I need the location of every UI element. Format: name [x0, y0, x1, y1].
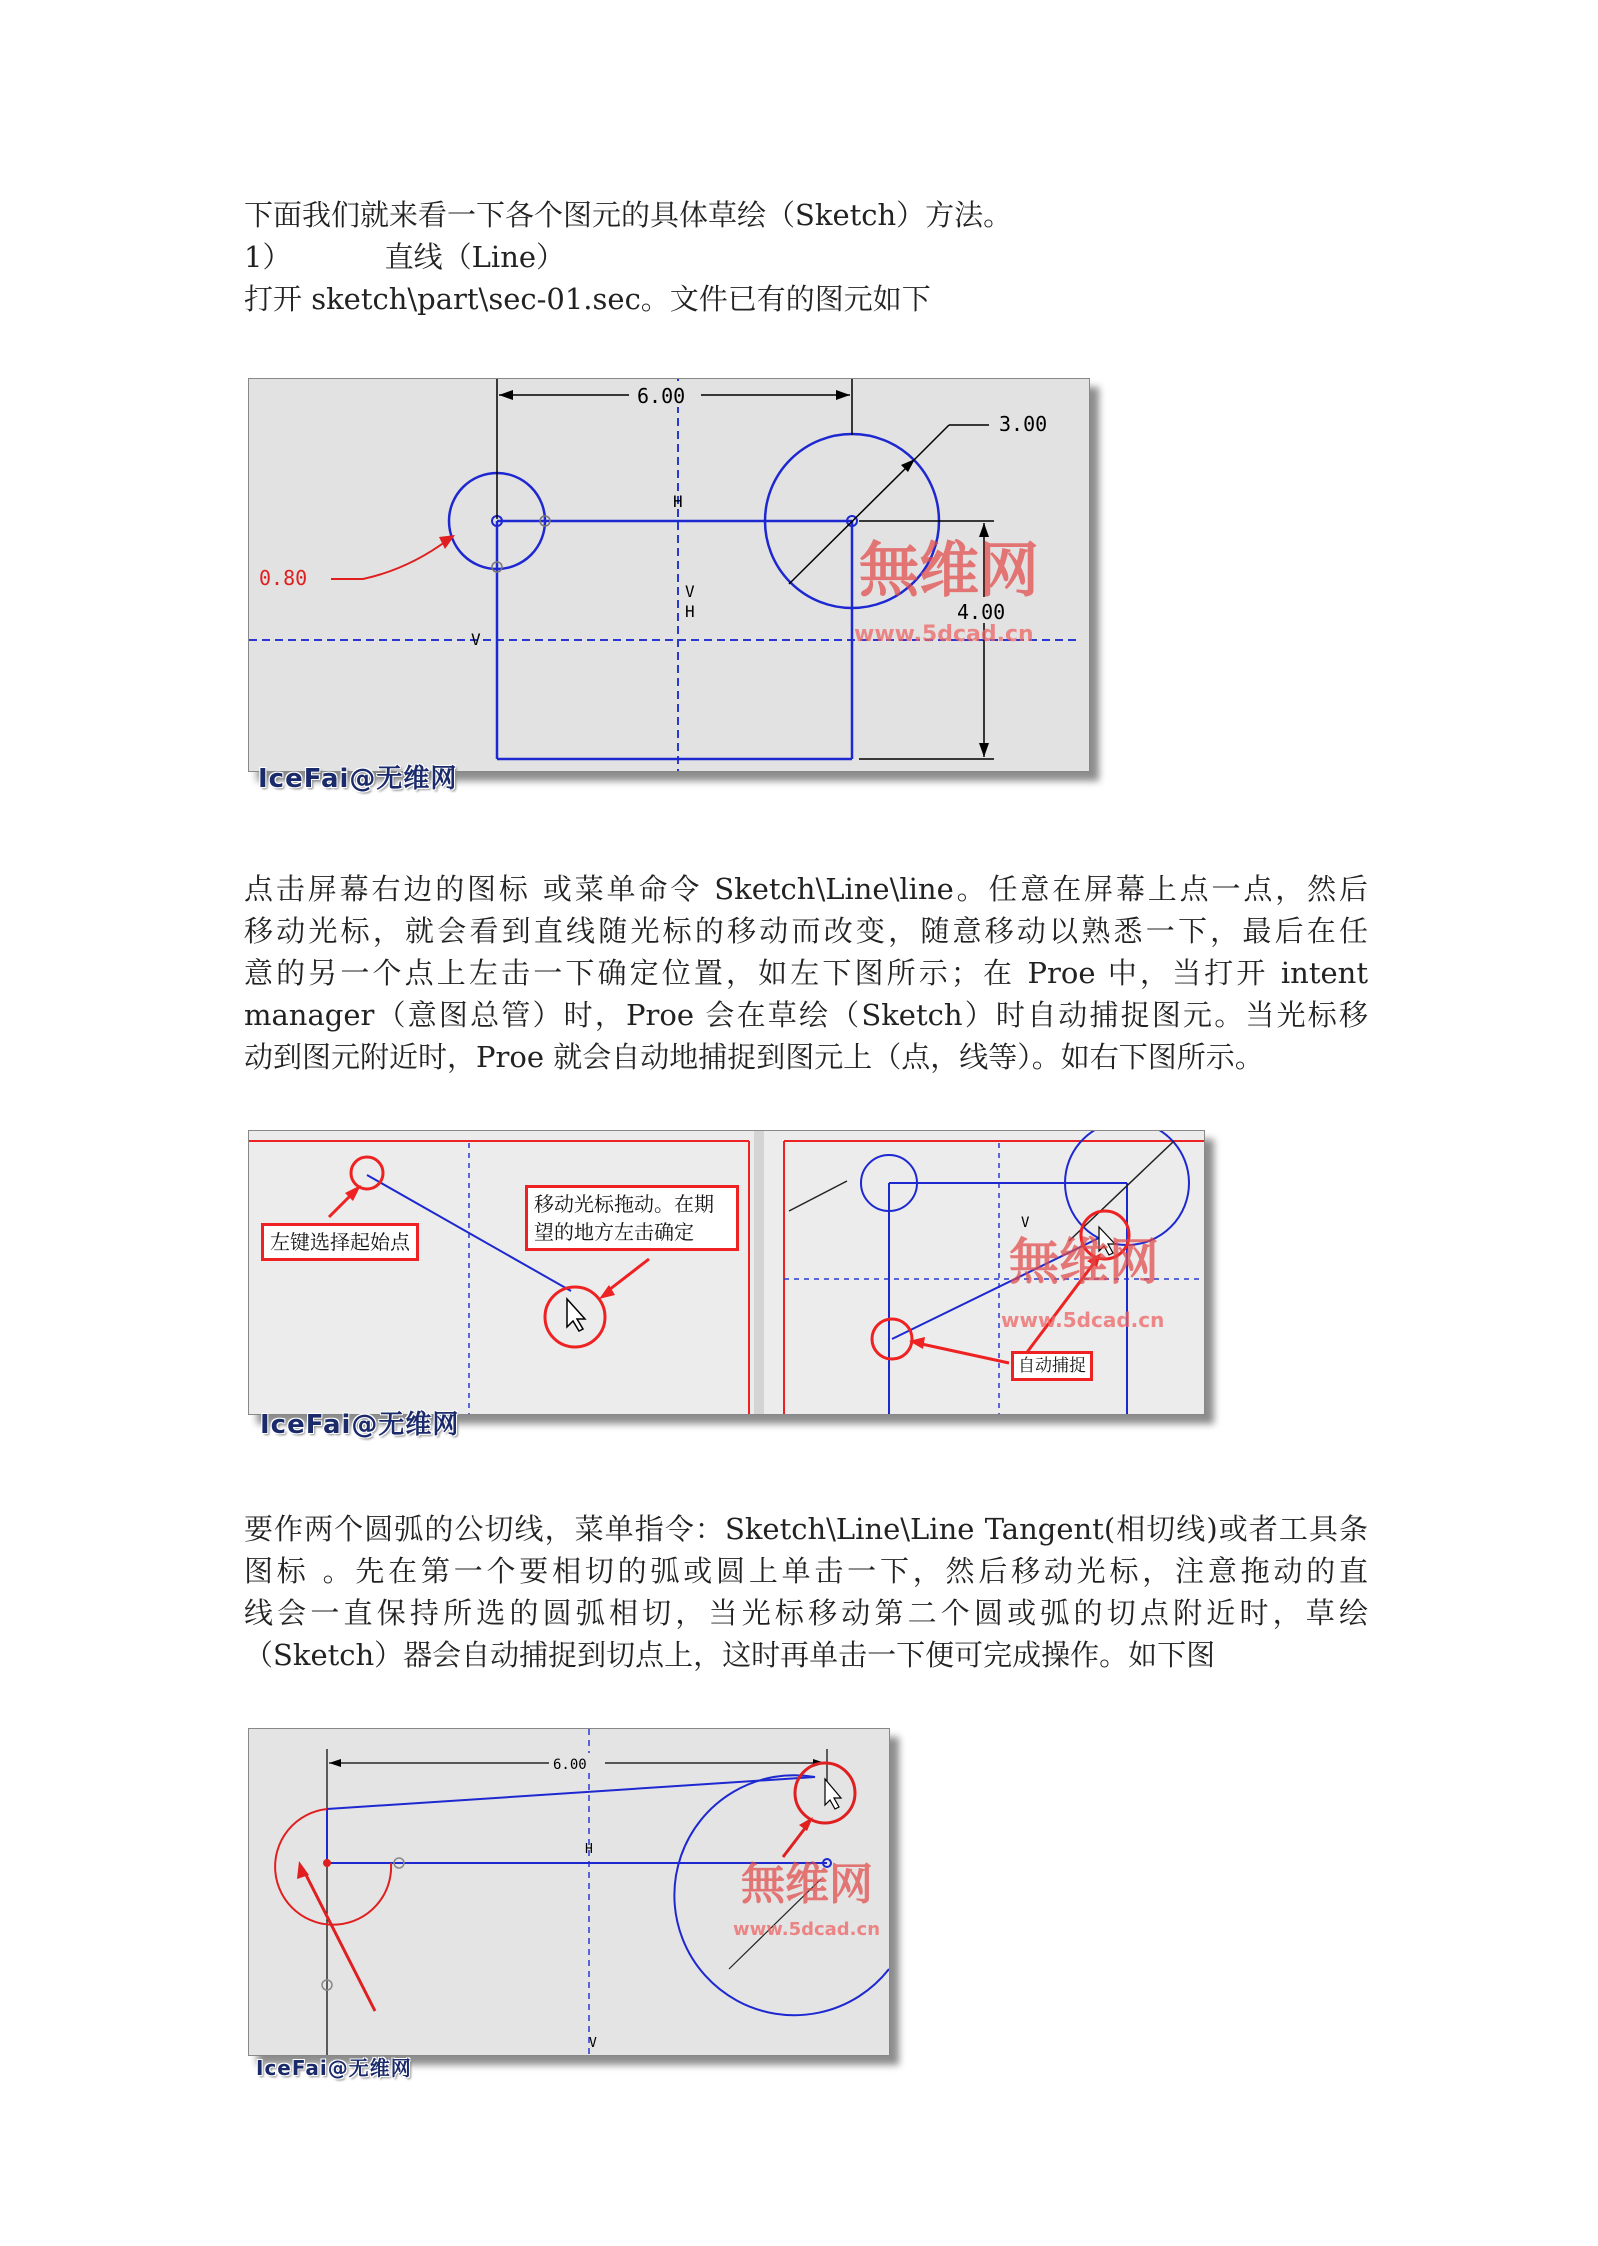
dim-left: 0.80: [259, 566, 308, 590]
watermark-url: www.5dcad.cn: [854, 622, 1034, 647]
para2-line-4: manager（意图总管）时，Proe 会在草绘（Sketch）时自动捕捉图元。当光标移: [244, 998, 1368, 1032]
figure-sketch-sec01: [248, 378, 1090, 772]
figure-line-tangent: [248, 1728, 890, 2056]
label-h-fig3: H: [585, 1842, 593, 1857]
label-v: V: [685, 582, 695, 601]
callout-auto-snap: 自动捕捉: [1011, 1351, 1093, 1381]
callout-drag-line-2: 望的地方左击确定: [534, 1220, 694, 1244]
watermark-cn-3: 無维网: [741, 1859, 873, 1910]
watermark-url-3: www.5dcad.cn: [733, 1919, 881, 1940]
label-v-fig2: V: [1021, 1215, 1030, 1231]
label-v2: V: [471, 630, 481, 649]
signature-figure1: IceFai@无维网: [258, 764, 458, 794]
intro-line-1: 下面我们就来看一下各个图元的具体草绘（Sketch）方法。: [244, 198, 1013, 232]
sketch-canvas: [249, 379, 1089, 771]
para3-line-1: 要作两个圆弧的公切线，菜单指令：Sketch\Line\Line Tangent(相切线)或者工具条: [244, 1512, 1368, 1546]
figure-line-drawing: [248, 1130, 1205, 1415]
para2-line-5: 动到图元附近时，Proe 就会自动地捕捉到图元上（点，线等）。如右下图所示。: [244, 1040, 1264, 1074]
dim-radius: 3.00: [999, 412, 1048, 436]
label-v-fig3: V: [589, 2036, 597, 2051]
dim-top-fig3: 6.00: [553, 1757, 587, 1773]
intro-line-2: [244, 236, 1368, 278]
intro-line-3: 打开 sketch\part\sec-01.sec。文件已有的图元如下: [244, 282, 931, 316]
callout-start-point: 左键选择起始点: [261, 1223, 419, 1261]
para3-line-2: 图标 。先在第一个要相切的弧或圆上单击一下，然后移动光标，注意拖动的直: [244, 1554, 1368, 1588]
label-h2: H: [685, 602, 695, 621]
label-h: H: [673, 492, 683, 511]
dim-top: 6.00: [637, 384, 686, 408]
signature-figure3: IceFai@无维网: [256, 2056, 412, 2080]
para2-line-2: 移动光标，就会看到直线随光标的移动而改变，随意移动以熟悉一下，最后在任: [244, 914, 1368, 948]
signature-figure2: IceFai@无维网: [260, 1410, 460, 1440]
para2-line-1: 点击屏幕右边的图标 或菜单命令 Sketch\Line\line。任意在屏幕上点一点，然后: [244, 872, 1368, 906]
para3-line-3: 线会一直保持所选的圆弧相切，当光标移动第二个圆或弧的切点附近时，草绘: [244, 1596, 1368, 1630]
dim-right: 4.00: [957, 600, 1006, 624]
watermark-url-2: www.5dcad.cn: [1001, 1308, 1165, 1332]
sketch-canvas-3: [249, 1729, 889, 2055]
watermark-cn: 無维网: [859, 536, 1039, 606]
callout-drag-line-1: 移动光标拖动。在期: [534, 1192, 714, 1216]
para2-line-3: 意的另一个点上左击一下确定位置，如左下图所示；在 Proe 中，当打开 intent: [244, 956, 1368, 990]
section-number: 1）: [244, 240, 292, 274]
callout-drag-confirm: [525, 1185, 739, 1251]
section-title: 直线（Line）: [384, 240, 566, 274]
watermark-cn-2: 無维网: [1009, 1232, 1159, 1291]
para3-line-4: （Sketch）器会自动捕捉到切点上，这时再单击一下便可完成操作。如下图: [244, 1638, 1216, 1672]
